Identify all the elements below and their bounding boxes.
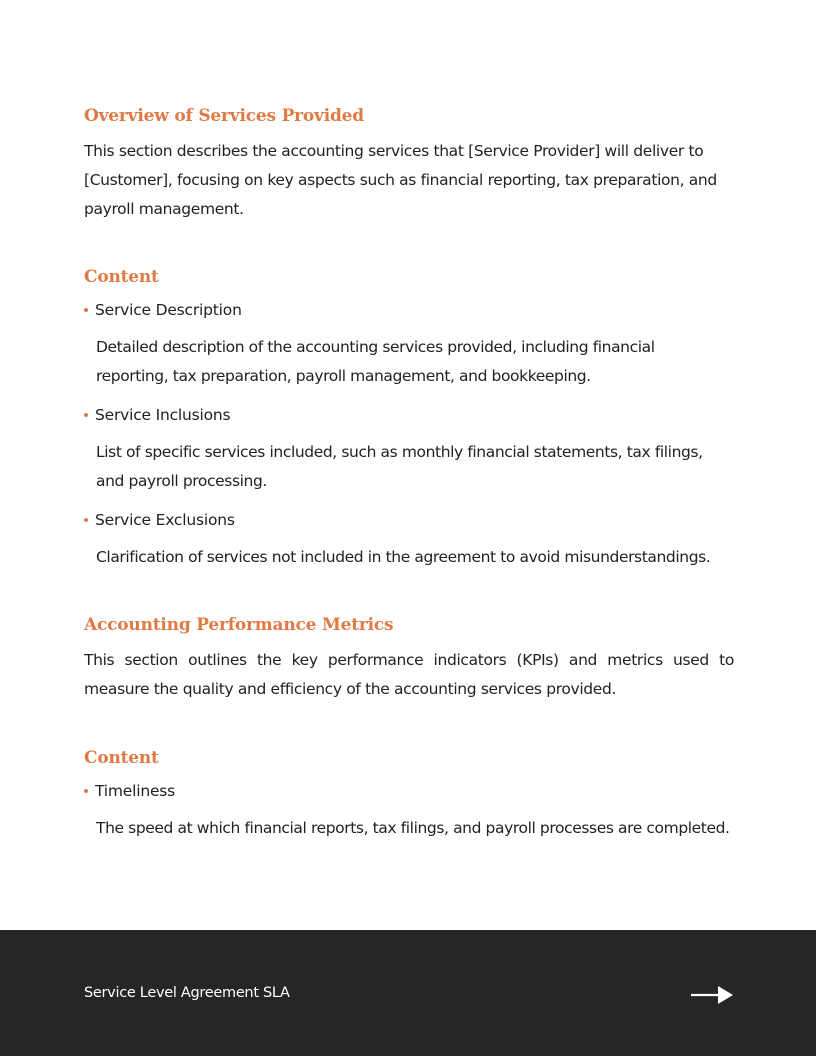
list-item-label: Service Description [95, 301, 242, 319]
bullet-dot-icon [84, 413, 88, 417]
list-item-description: List of specific services included, such as monthly financial statements, tax filings, and payroll processing. [96, 443, 703, 490]
list-item-label: Service Exclusions [95, 511, 235, 529]
section-heading-overview: Overview of Services Provided [84, 106, 364, 126]
section-body-metrics: This section outlines the key performance indicators (KPIs) and metrics used to measure the quality and efficiency of the accounting services provided. [84, 651, 734, 698]
list-item-label: Service Inclusions [95, 406, 231, 424]
section-body-overview: This section describes the accounting services that [Service Provider] will deliver to [Customer], focusing on key aspects such as financial reporting, tax preparation, and payroll management. [84, 142, 717, 218]
list-item-description: Clarification of services not included in the agreement to avoid misunderstandings. [96, 548, 711, 566]
section-heading-metrics: Accounting Performance Metrics [84, 615, 394, 635]
list-item-service-description [84, 301, 242, 319]
bullet-dot-icon [84, 789, 88, 793]
bullet-dot-icon [84, 518, 88, 522]
page-footer [0, 930, 816, 1056]
bullet-dot-icon [84, 308, 88, 312]
list-item-timeliness [84, 782, 175, 800]
list-item-service-inclusions [84, 406, 230, 424]
footer-title: Service Level Agreement SLA [84, 985, 290, 1001]
section-heading-content-2: Content [84, 748, 159, 768]
list-item-service-exclusions [84, 511, 235, 529]
list-item-description: Detailed description of the accounting services provided, including financial reporting, tax preparation, payroll management, and bookkeeping. [96, 338, 655, 385]
list-item-label: Timeliness [95, 782, 176, 800]
arrow-right-icon[interactable] [690, 984, 734, 1006]
list-item-description: The speed at which financial reports, tax filings, and payroll processes are completed. [96, 819, 730, 837]
section-heading-content: Content [84, 267, 159, 287]
